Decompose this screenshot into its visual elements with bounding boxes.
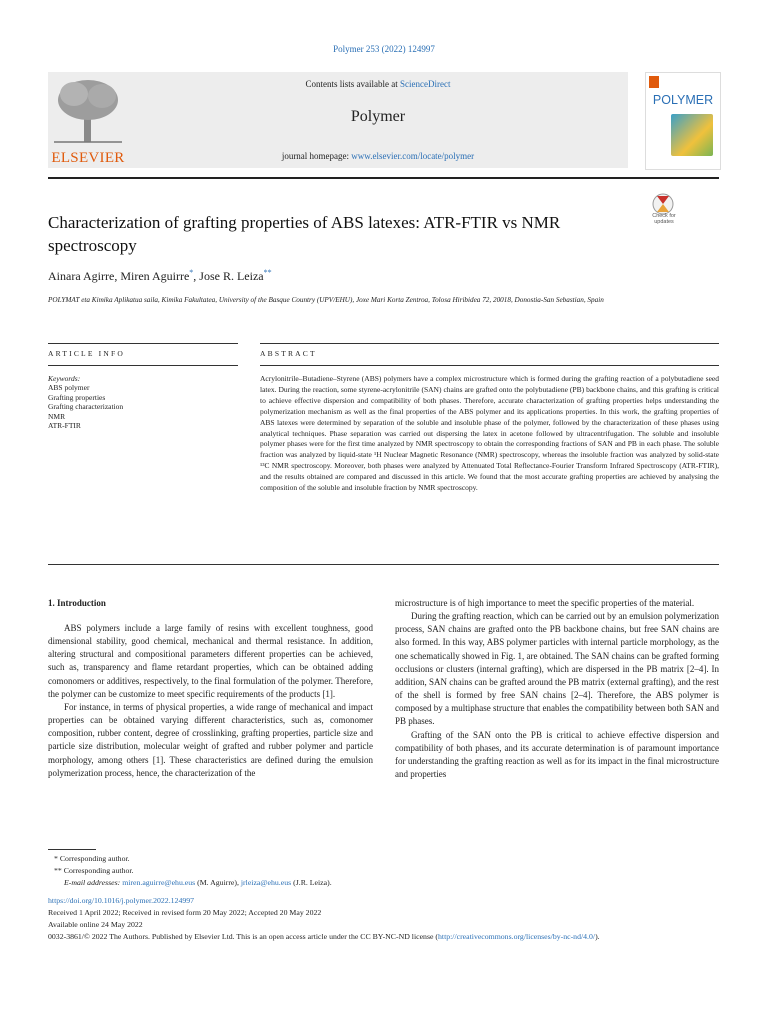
footnote: ** Corresponding author. <box>54 866 134 875</box>
abstract-rule <box>260 343 719 344</box>
cover-title: POLYMER <box>652 93 714 107</box>
abstract-text: Acrylonitrile–Butadiene–Styrene (ABS) polymers have a complex microstructure which is formed during the grafting reaction of a polybutadiene seed latex. During the reaction, some styrene-acrylonitrile (SAN) chains are grafted onto the polybutadiene (PB) backbone chains, and this grafting is critical to achieve effective dispersion and compatibility of both phases. Therefore, accurate characterization of grafting properties helps understanding the polymerization mechanism as well as the final properties of the ABS polymer and its applications properties. In this work, the grafting properties of ABS latexes were determined by separation of the soluble and insoluble phase of the polymer, followed by the characterization of these phases using analytical techniques. Phase separation was carried out dispersing the latex in acetone followed by ultracentrifugation. The soluble and insoluble polymer phases were for the first time analyzed by NMR spectroscopy to obtain the corresponding fractions of SAN and PB in each phase. The soluble fraction was analyzed by liquid-state ¹H Nuclear Magnetic Resonance (NMR) spectroscopy, whereas the insoluble fraction was analyzed by solid-state ¹³C NMR spectroscopy. Moreover, both phases were analyzed by Attenuated Total Reflectance-Fourier Transform Infrared Spectroscopy (ATR-FTIR), and the results obtained are compared and discussed in this article. We found that the most accurate grafting properties are achieved by analysing the composition of the soluble and insoluble fraction by NMR spectroscopy. <box>260 374 719 493</box>
section-heading: 1. Introduction <box>48 598 106 608</box>
article-info-heading: ARTICLE INFO <box>48 349 125 358</box>
cover-logo-icon <box>649 76 659 88</box>
footnote: * Corresponding author. <box>54 854 130 863</box>
cover-image <box>671 114 713 156</box>
email-line <box>54 877 714 889</box>
footnotes <box>54 853 714 889</box>
journal-title: Polymer <box>350 108 406 125</box>
article-info-rule <box>48 343 238 344</box>
homepage-prefix: journal homepage: <box>281 151 352 161</box>
article-info-rule-2 <box>48 365 238 366</box>
keyword: Grafting characterization <box>48 402 124 412</box>
email-link[interactable]: jrleiza@ehu.eus <box>240 878 292 887</box>
article-title: Characterization of grafting properties of ABS latexes: ATR-FTIR vs NMR spectroscopy <box>48 213 561 255</box>
online-date: Available online 24 May 2022 <box>48 920 143 929</box>
keyword: Grafting properties <box>48 392 106 402</box>
article-history <box>48 895 719 943</box>
sciencedirect-link[interactable]: ScienceDirect <box>400 79 451 89</box>
author-list: Ainara Agirre, Miren Aguirre*, Jose R. Leiza** <box>48 268 272 283</box>
dates: Received 1 April 2022; Received in revised form 20 May 2022; Accepted 20 May 2022 <box>48 908 322 917</box>
keywords-block <box>48 374 228 430</box>
email-label: E-mail addresses: <box>64 878 121 887</box>
affiliation: POLYMAT eta Kimika Aplikatua saila, Kimika Fakultatea, University of the Basque Country (UPV/EHU), Joxe Mari Korta Zentroa, Tolosa Hiribidea 72, 20018, Donostia-San Sebastian, Spain <box>48 296 604 304</box>
publisher-name: ELSEVIER <box>51 150 125 166</box>
footnote-rule <box>48 849 96 850</box>
paragraph: Grafting of the SAN onto the PB is critical to achieve effective dispersion and compatibility of both phases, and its accurate determination is of paramount importance for understanding the grafting reaction as well as for its impact in the final microstructure and properties <box>395 729 719 780</box>
journal-citation[interactable]: Polymer 253 (2022) 124997 <box>333 44 435 54</box>
email-owner: (J.R. Leiza). <box>293 878 332 887</box>
header-rule <box>48 177 719 179</box>
doi-link[interactable]: https://doi.org/10.1016/j.polymer.2022.124997 <box>48 896 195 905</box>
left-column <box>48 622 373 780</box>
contents-prefix: Contents lists available at <box>305 79 400 89</box>
keywords-label: Keywords: <box>48 374 81 383</box>
right-column <box>395 597 719 781</box>
abstract-rule-2 <box>260 365 719 366</box>
email-link[interactable]: miren.aguirre@ehu.eus <box>122 878 196 887</box>
license <box>48 931 719 943</box>
paragraph: During the grafting reaction, which can be carried out by an emulsion polymerization process, SAN chains are grafted onto the PB backbone chains, but free SAN chains are also formed. In this way, ABS polymer particles with internal particle morphology, as the one schematically showed in Fig. 1, are obtained. The SAN chains can be grafted forming occlusions or clusters (internal grafting), which are dispersed in the PB matrix [2–4]. In addition, SAN chains can be grafted around the PB matrix (external grafting), and the rest of the shell is formed by free SAN chains [2–4]. Therefore, the ABS polymer is composed by a multiphase structure that enables the compatibility between both SAN and PB phases. <box>395 611 719 727</box>
keyword: NMR <box>48 411 66 421</box>
paragraph: microstructure is of high importance to meet the specific properties of the material. <box>395 598 695 608</box>
email-owner: (M. Aguirre), <box>197 878 239 887</box>
contents-line <box>128 79 628 89</box>
keyword: ABS polymer <box>48 383 90 393</box>
author-name[interactable]: Jose R. Leiza <box>199 269 264 283</box>
license-link[interactable]: http://creativecommons.org/licenses/by-nc-nd/4.0/ <box>438 932 596 941</box>
homepage-link[interactable]: www.elsevier.com/locate/polymer <box>351 151 475 161</box>
abstract-heading: ABSTRACT <box>260 349 317 358</box>
license-text: 0032-3861/© 2022 The Authors. Published by Elsevier Ltd. This is an open access article under the CC BY-NC-ND license ( <box>48 932 438 941</box>
paragraph: For instance, in terms of physical properties, a wide range of mechanical and impact properties can be obtained varying different characteristics, such as, comonomer composition, rubber content, degree of crosslinking, grafting properties, particle size and particle size distribution, molecular weight of grafted and rubber polymer and particle morphology, among others [1]. These characteristics are defined during the emulsion polymerization process, hence, the characterization of the <box>48 701 373 778</box>
homepage-line <box>128 151 628 161</box>
paragraph: ABS polymers include a large family of resins with excellent toughness, good dimensional stability, good chemical, mechanical and thermal resistance. In addition, altering structural and compositional parameters different properties can be achieved, such as, transparency and flame retardant properties, which can be obtained adding comonomers or additives, respectively, to the final formulation of the polymer. Therefore, the polymer can be customize to meet specific requirements of the products [1]. <box>48 623 373 699</box>
author-mark[interactable]: ** <box>263 268 272 277</box>
author-name[interactable]: Miren Aguirre <box>120 269 190 283</box>
author-name[interactable]: Ainara Agirre <box>48 269 115 283</box>
keyword: ATR-FTIR <box>48 421 81 431</box>
abstract-end-rule <box>48 564 719 565</box>
check-for-updates-label: Check for updates <box>652 213 676 225</box>
author-mark[interactable]: * <box>189 268 194 277</box>
license-suffix: ). <box>595 932 600 941</box>
